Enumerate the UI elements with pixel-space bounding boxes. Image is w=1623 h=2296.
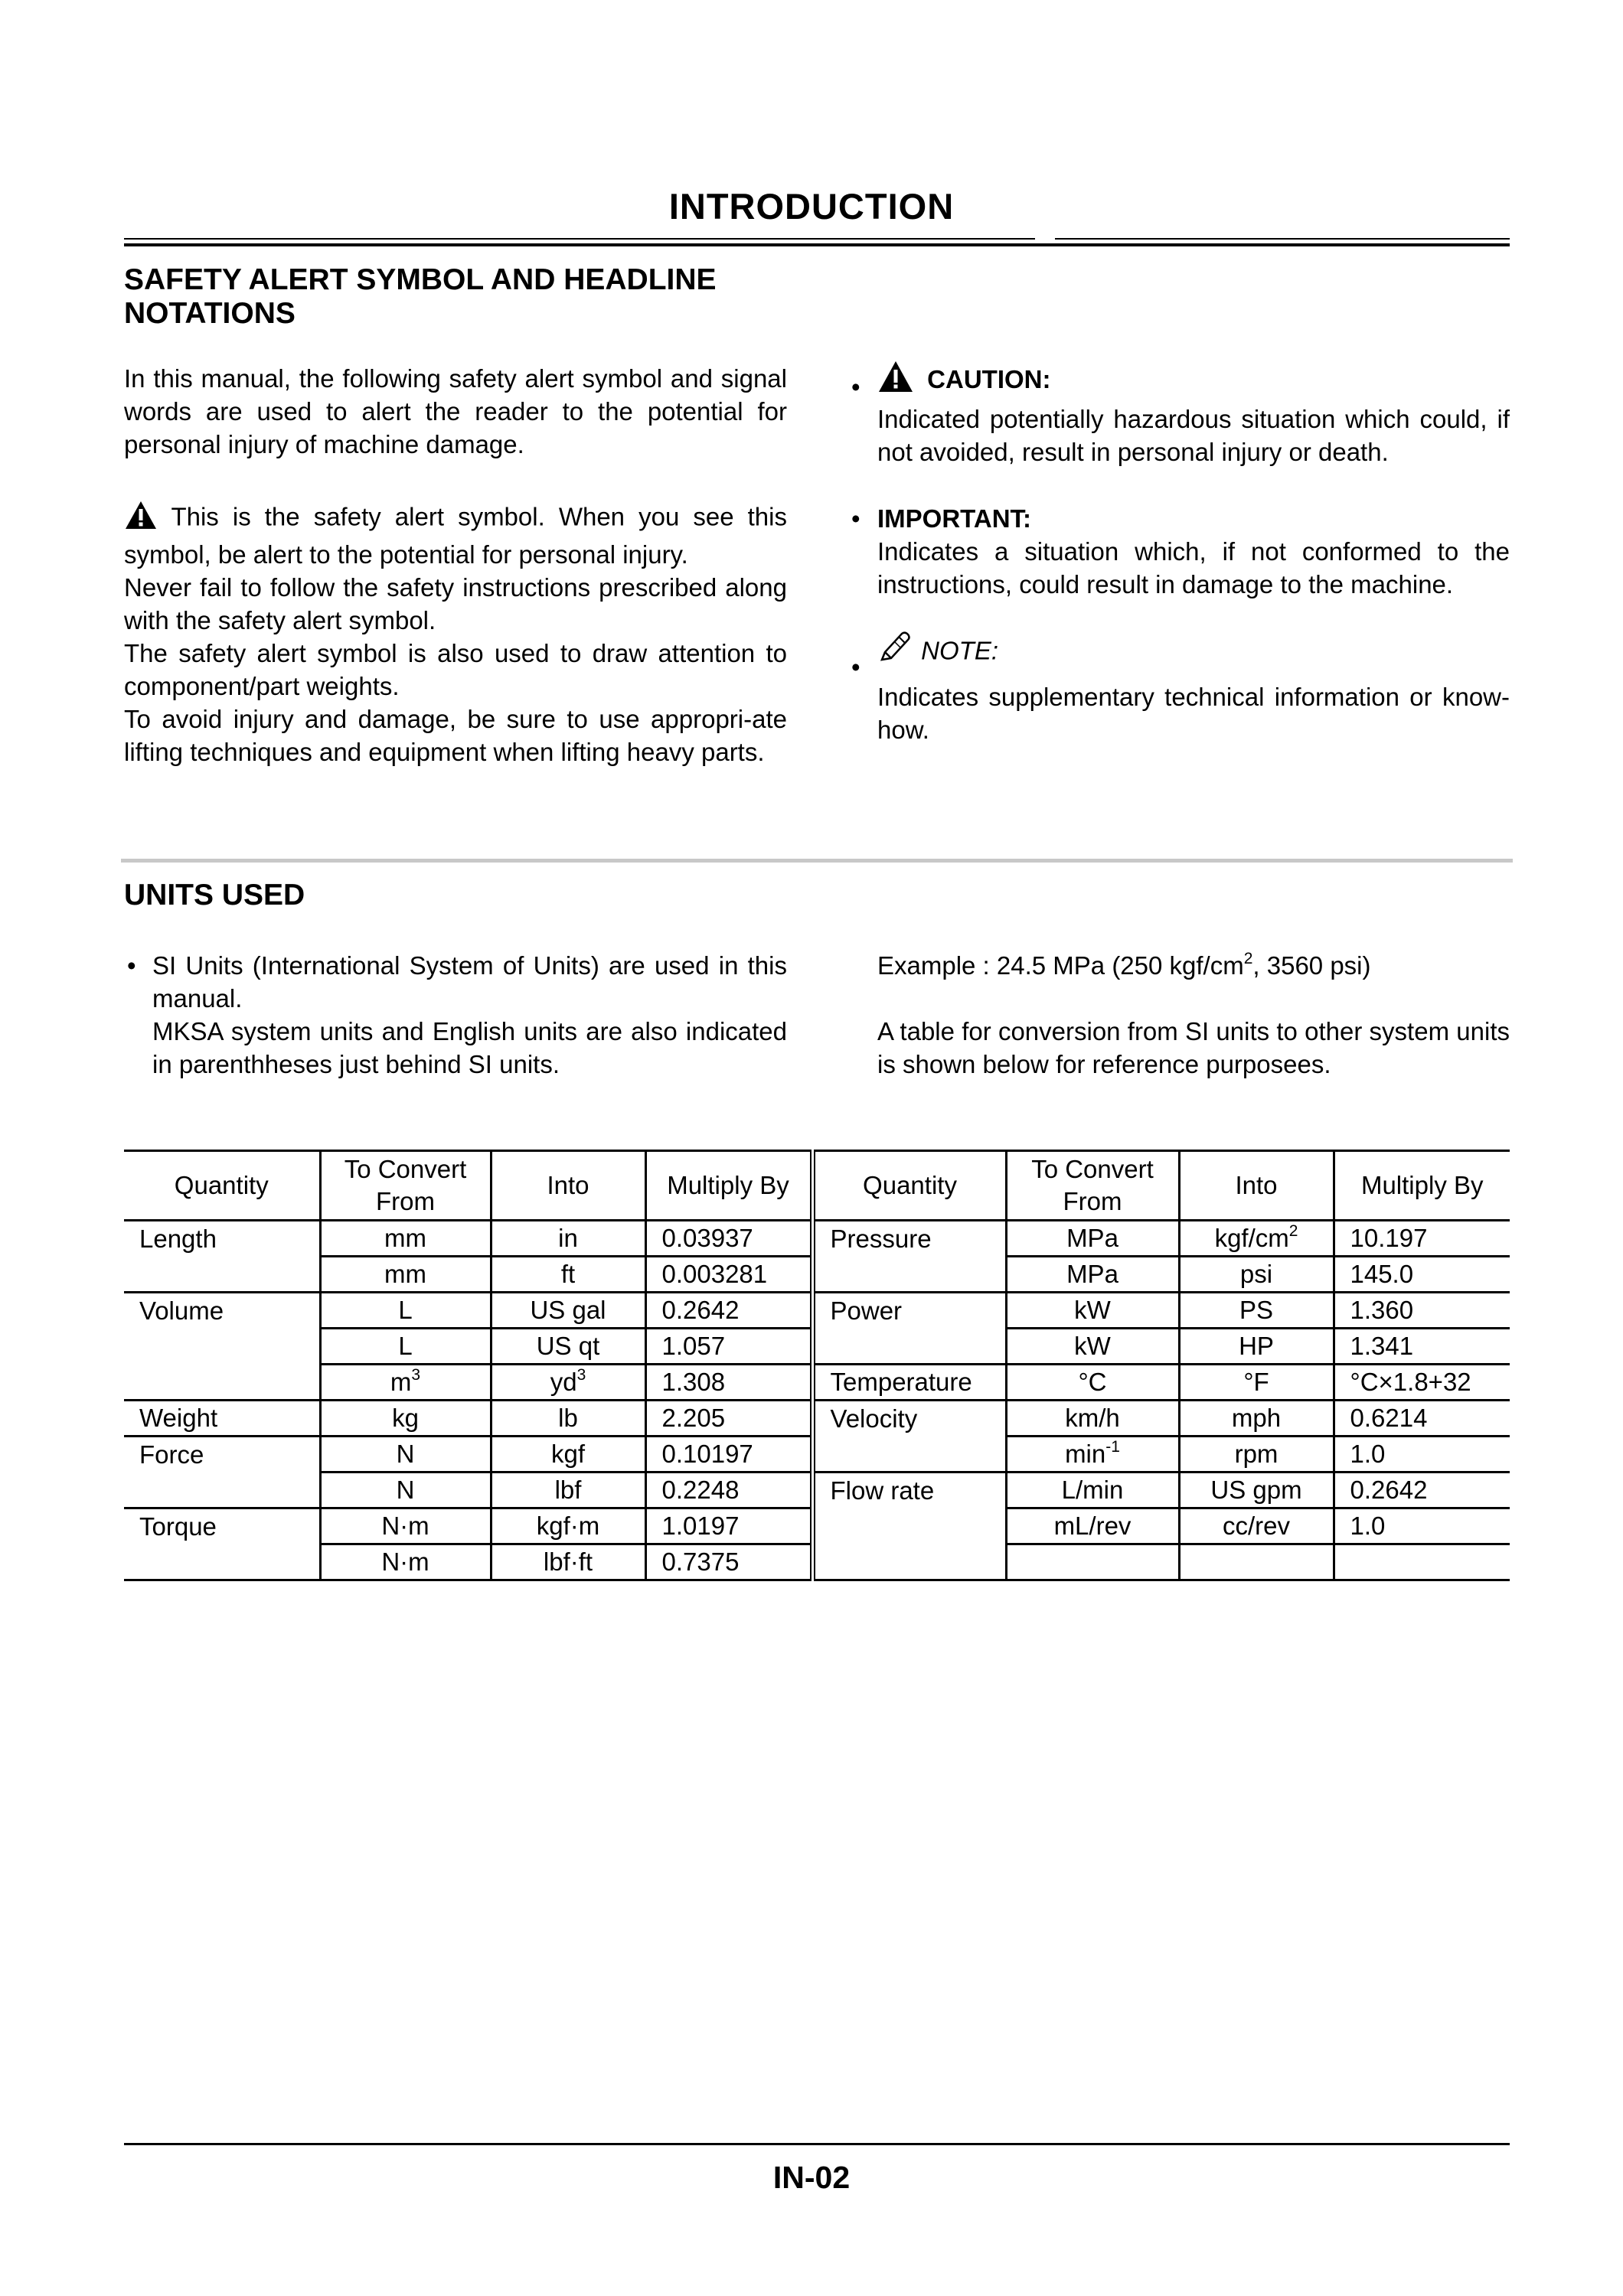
symbol-text-1: This is the safety alert symbol. When you see this symbol, be alert to the potential for personal injury. [124, 502, 787, 569]
cell-from: °C [1006, 1365, 1179, 1401]
cell-into: lbf·ft [491, 1544, 645, 1580]
bullet-dot: • [851, 653, 860, 681]
cell-into: PS [1179, 1293, 1334, 1329]
table-row [124, 1329, 1510, 1365]
header-quantity: Quantity [124, 1151, 320, 1221]
table-row [124, 1437, 1510, 1473]
cell-quantity: Pressure [812, 1221, 1006, 1257]
cell-multiply: 1.0 [1334, 1508, 1510, 1544]
header-multiply: Multiply By [1334, 1151, 1510, 1221]
cell-quantity [812, 1437, 1006, 1473]
cell-multiply: 0.2248 [645, 1473, 812, 1508]
cell-quantity [812, 1257, 1006, 1293]
section-divider [121, 859, 1513, 863]
units-si-block [152, 949, 787, 1081]
cell-quantity: Force [139, 1440, 204, 1469]
cell-multiply: 10.197 [1334, 1221, 1510, 1257]
cell-from: N·m [320, 1544, 491, 1580]
cell-multiply: 1.057 [645, 1329, 812, 1365]
cell-multiply: 0.2642 [1334, 1473, 1510, 1508]
cell-from: N·m [320, 1508, 491, 1544]
cell-into: US gpm [1179, 1473, 1334, 1508]
title-rule-thin-right [1055, 238, 1510, 240]
cell-quantity: Temperature [812, 1365, 1006, 1401]
cell-from: mm [320, 1221, 491, 1257]
cell-quantity [124, 1257, 320, 1293]
note-text: Indicates supplementary technical information or know-how. [877, 683, 1510, 744]
cell-quantity [812, 1508, 1006, 1544]
table-row [124, 1544, 1510, 1580]
page-title: INTRODUCTION [668, 186, 955, 227]
cell-from: kW [1006, 1293, 1179, 1329]
cell-quantity [124, 1473, 320, 1508]
cell-quantity: Flow rate [812, 1473, 1006, 1508]
safety-section-title: SAFETY ALERT SYMBOL AND HEADLINE NOTATIONS [124, 263, 717, 330]
safety-intro-text: In this manual, the following safety alert symbol and signal words are used to alert the reader to the potential for personal injury of machine damage. [124, 364, 787, 458]
cell-into: cc/rev [1179, 1508, 1334, 1544]
cell-from: mL/rev [1006, 1508, 1179, 1544]
cell-multiply: °C×1.8+32 [1334, 1365, 1510, 1401]
cell-quantity [124, 1544, 320, 1580]
cell-from [1006, 1544, 1179, 1580]
cell-quantity [124, 1329, 320, 1365]
cell-from: N [320, 1437, 491, 1473]
note-label: NOTE: [921, 636, 999, 665]
table-row [124, 1401, 1510, 1437]
cell-from: $\min^{-1}$ [1006, 1437, 1179, 1473]
cell-multiply: 1.360 [1334, 1293, 1510, 1329]
cell-into: $yd^3$ [491, 1365, 645, 1401]
safety-symbol-block [124, 500, 787, 768]
header-multiply: Multiply By [645, 1151, 812, 1221]
cell-quantity: Velocity [812, 1401, 1006, 1437]
units-table-intro: A table for conversion from SI units to other system units is shown below for reference purposees. [877, 1017, 1510, 1078]
cell-multiply: 1.0197 [645, 1508, 812, 1544]
cell-from: L/min [1006, 1473, 1179, 1508]
cell-from: $m^3$ [320, 1365, 491, 1401]
table-row [124, 1293, 1510, 1329]
important-label: IMPORTANT: [877, 504, 1032, 533]
cell-multiply: 0.6214 [1334, 1401, 1510, 1437]
cell-quantity: Length [139, 1224, 217, 1253]
cell-into: HP [1179, 1329, 1334, 1365]
cell-into: kgf [491, 1437, 645, 1473]
cell-multiply: 0.2642 [645, 1293, 812, 1329]
cell-multiply: 0.003281 [645, 1257, 812, 1293]
cell-multiply: 1.0 [1334, 1437, 1510, 1473]
cell-quantity [812, 1329, 1006, 1365]
header-into: Into [491, 1151, 645, 1221]
bullet-dot: • [127, 951, 136, 980]
cell-quantity: Power [812, 1293, 1006, 1329]
header-quantity: Quantity [812, 1151, 1006, 1221]
header-into: Into [1179, 1151, 1334, 1221]
cell-into: psi [1179, 1257, 1334, 1293]
cell-multiply: 0.7375 [645, 1544, 812, 1580]
si-text-1: SI Units (International System of Units) are used in this manual. [152, 951, 787, 1013]
cell-from: kW [1006, 1329, 1179, 1365]
cell-into: US qt [491, 1329, 645, 1365]
symbol-text-2: Never fail to follow the safety instructions prescribed along with the safety alert symbol. [124, 573, 787, 634]
symbol-text-3: The safety alert symbol is also used to draw attention to component/part weights. [124, 639, 787, 700]
cell-into: lb [491, 1401, 645, 1437]
table-row [124, 1365, 1510, 1401]
warning-triangle-icon [877, 360, 914, 403]
cell-into: rpm [1179, 1437, 1334, 1473]
cell-into: ft [491, 1257, 645, 1293]
important-text: Indicates a situation which, if not conformed to the instructions, could result in damage to the machine. [877, 537, 1510, 598]
cell-multiply [1334, 1544, 1510, 1580]
page-number: IN-02 [772, 2160, 851, 2195]
cell-multiply: 0.10197 [645, 1437, 812, 1473]
cell-quantity: Torque [139, 1512, 217, 1541]
caution-label: CAUTION: [927, 364, 1051, 393]
cell-multiply: 145.0 [1334, 1257, 1510, 1293]
cell-into: lbf [491, 1473, 645, 1508]
cell-multiply: 1.308 [645, 1365, 812, 1401]
cell-into: kgf/$cm^2$ [1179, 1221, 1334, 1257]
symbol-text-4: To avoid injury and damage, be sure to use appropri-ate lifting techniques and equipment when lifting heavy parts. [124, 705, 787, 766]
cell-into [1179, 1544, 1334, 1580]
table-header-row [124, 1151, 1510, 1221]
cell-from: MPa [1006, 1221, 1179, 1257]
caution-text: Indicated potentially hazardous situation which could, if not avoided, result in personal injury or death. [877, 405, 1510, 466]
cell-from: km/h [1006, 1401, 1179, 1437]
cell-quantity: Volume [139, 1296, 224, 1325]
cell-into: US gal [491, 1293, 645, 1329]
cell-from: mm [320, 1257, 491, 1293]
cell-from: L [320, 1329, 491, 1365]
cell-multiply: 1.341 [1334, 1329, 1510, 1365]
cell-multiply: 0.03937 [645, 1221, 812, 1257]
caution-heading [877, 360, 1050, 403]
cell-from: kg [320, 1401, 491, 1437]
cell-from: L [320, 1293, 491, 1329]
title-rule-thick [124, 243, 1510, 246]
title-rule-thin [124, 238, 1035, 240]
cell-into: mph [1179, 1401, 1334, 1437]
cell-from: MPa [1006, 1257, 1179, 1293]
bullet-dot: • [851, 373, 860, 401]
cell-quantity: Weight [124, 1401, 320, 1437]
header-from: To Convert From [320, 1151, 491, 1221]
cell-into: kgf·m [491, 1508, 645, 1544]
bullet-dot: • [851, 504, 860, 533]
header-from: To Convert From [1006, 1151, 1179, 1221]
table-row [124, 1221, 1510, 1257]
cell-quantity [124, 1365, 320, 1401]
si-text-2: MKSA system units and English units are also indicated in parenthheses just behind SI units. [152, 1017, 787, 1078]
conversion-table [124, 1150, 1510, 1581]
cell-quantity [812, 1544, 1006, 1580]
table-row [124, 1508, 1510, 1544]
cell-into: °F [1179, 1365, 1334, 1401]
table-row [124, 1257, 1510, 1293]
pencil-note-icon [877, 629, 914, 677]
note-heading [877, 629, 998, 677]
table-row [124, 1473, 1510, 1508]
cell-multiply: 2.205 [645, 1401, 812, 1437]
cell-into: in [491, 1221, 645, 1257]
units-section-title: UNITS USED [124, 879, 305, 912]
footer-rule [124, 2143, 1510, 2145]
warning-triangle-icon [124, 500, 158, 538]
units-example: Example : 24.5 MPa (250 kgf/$cm^2$, 3560 psi) [877, 950, 1371, 980]
cell-from: N [320, 1473, 491, 1508]
